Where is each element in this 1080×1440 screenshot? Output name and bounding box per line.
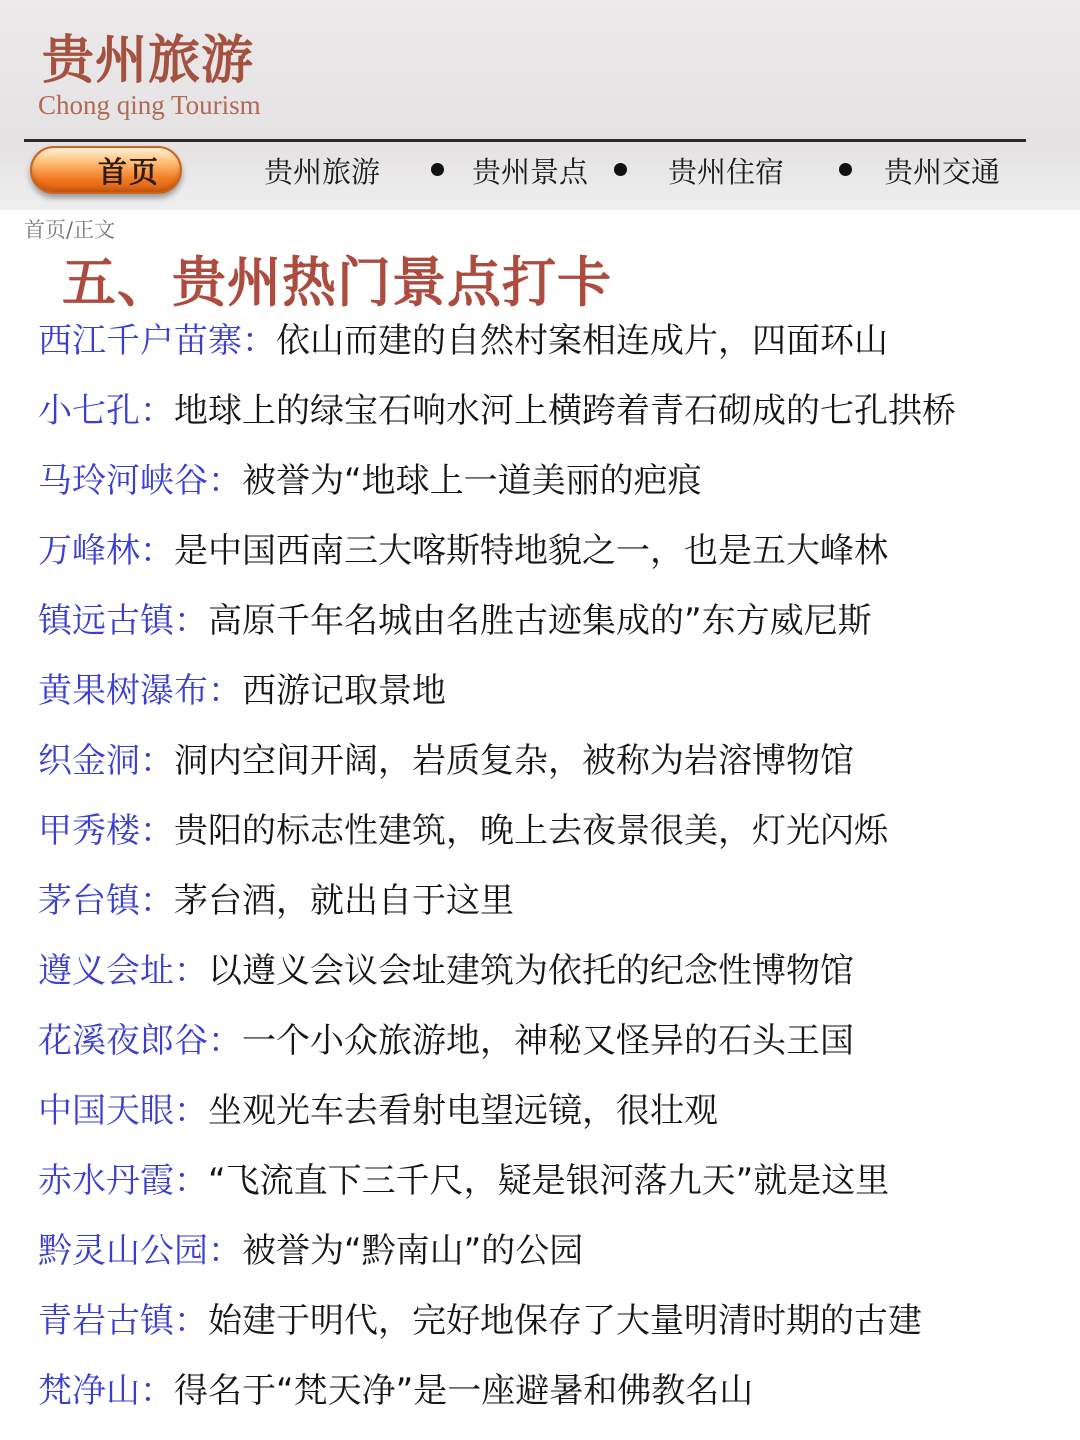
attraction-name: 赤水丹霞： — [38, 1161, 208, 1201]
nav-link-guizhou-transport[interactable]: 贵州交通 — [884, 155, 1001, 189]
attraction-name: 遵义会址： — [38, 951, 208, 991]
attraction-description: 被誉为“地球上一道美丽的疤痕 — [242, 461, 702, 501]
section-heading: 五、贵州热门景点打卡 — [62, 251, 612, 314]
nav-bullet — [614, 163, 627, 176]
list-item — [38, 315, 1078, 385]
site-title: 贵州旅游 — [42, 30, 255, 91]
list-item — [38, 735, 1078, 805]
list-item — [38, 1295, 1078, 1365]
attraction-description: 被誉为“黔南山”的公园 — [242, 1231, 584, 1271]
list-item — [38, 875, 1078, 945]
attraction-description: 坐观光车去看射电望远镜，很壮观 — [208, 1091, 718, 1131]
list-item — [38, 1015, 1078, 1085]
list-item — [38, 1085, 1078, 1155]
attraction-name: 黔灵山公园： — [38, 1231, 242, 1271]
attraction-name: 梵净山： — [38, 1371, 174, 1411]
home-button[interactable] — [30, 146, 182, 194]
attraction-name: 马玲河峡谷： — [38, 461, 242, 501]
attraction-name: 甲秀楼： — [38, 811, 174, 851]
nav-link-guizhou-lodging[interactable]: 贵州住宿 — [668, 155, 785, 189]
attraction-name: 中国天眼： — [38, 1091, 208, 1131]
list-item — [38, 385, 1078, 455]
attraction-name: 黄果树瀑布： — [38, 671, 242, 711]
attraction-description: 一个小众旅游地，神秘又怪异的石头王国 — [242, 1021, 854, 1061]
site-subtitle: Chong qing Tourism — [38, 90, 261, 120]
breadcrumb[interactable]: 首页/正文 — [24, 218, 116, 242]
list-item — [38, 595, 1078, 665]
list-item — [38, 1155, 1078, 1225]
list-item — [38, 525, 1078, 595]
attraction-name: 西江千户苗寨： — [38, 321, 276, 361]
attraction-name: 万峰林： — [38, 531, 174, 571]
list-item — [38, 455, 1078, 525]
attraction-description: 始建于明代，完好地保存了大量明清时期的古建 — [208, 1301, 922, 1341]
home-button-label: 首页 — [97, 154, 160, 189]
attraction-description: 依山而建的自然村案相连成片，四面环山 — [276, 321, 888, 361]
attraction-name: 花溪夜郎谷： — [38, 1021, 242, 1061]
list-item — [38, 1225, 1078, 1295]
attraction-name: 青岩古镇： — [38, 1301, 208, 1341]
nav-link-guizhou-attractions[interactable]: 贵州景点 — [472, 155, 589, 189]
attraction-name: 茅台镇： — [38, 881, 174, 921]
nav-link-guizhou-tourism[interactable]: 贵州旅游 — [264, 155, 381, 189]
attraction-description: 高原千年名城由名胜古迹集成的”东方威尼斯 — [208, 601, 872, 641]
attraction-description: 以遵义会议会址建筑为依托的纪念性博物馆 — [208, 951, 854, 991]
attraction-description: 贵阳的标志性建筑，晚上去夜景很美，灯光闪烁 — [174, 811, 888, 851]
attraction-description: 洞内空间开阔，岩质复杂，被称为岩溶博物馆 — [174, 741, 854, 781]
list-item — [38, 805, 1078, 875]
list-item — [38, 945, 1078, 1015]
attraction-list — [38, 315, 1078, 1435]
attraction-name: 织金洞： — [38, 741, 174, 781]
nav-bullet — [839, 163, 852, 176]
attraction-description: 地球上的绿宝石响水河上横跨着青石砌成的七孔拱桥 — [174, 391, 956, 431]
attraction-name: 镇远古镇： — [38, 601, 208, 641]
nav-divider — [24, 139, 1026, 142]
attraction-description: “飞流直下三千尺，疑是银河落九天”就是这里 — [208, 1161, 890, 1201]
list-item — [38, 665, 1078, 735]
nav-bullet — [431, 163, 444, 176]
attraction-description: 西游记取景地 — [242, 671, 446, 711]
attraction-description: 是中国西南三大喀斯特地貌之一，也是五大峰林 — [174, 531, 888, 571]
attraction-name: 小七孔： — [38, 391, 174, 431]
attraction-description: 茅台酒，就出自于这里 — [174, 881, 514, 921]
list-item — [38, 1365, 1078, 1435]
attraction-description: 得名于“梵天净”是一座避暑和佛教名山 — [174, 1371, 754, 1411]
